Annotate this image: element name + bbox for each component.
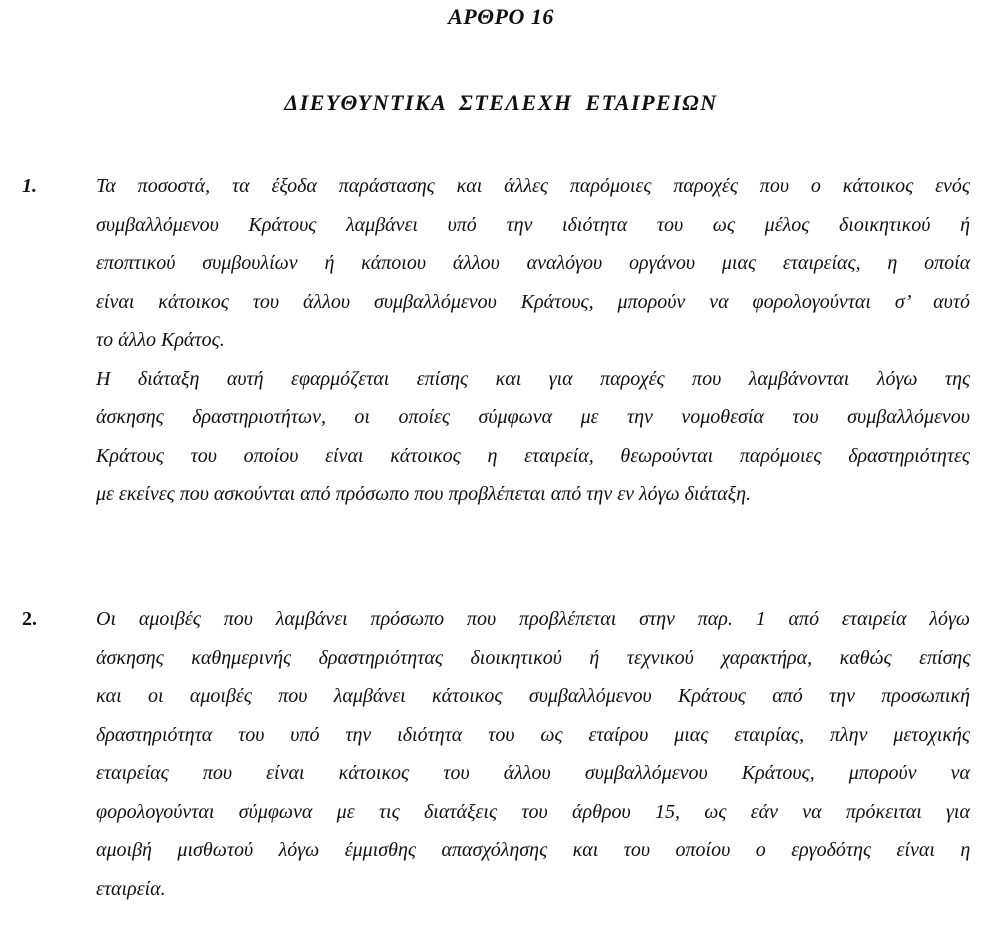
text-line: εταιρείας που είναι κάτοικος του άλλου συμβαλλόμενου Κράτους, μπορούν να [96, 762, 971, 784]
paragraph-body [96, 600, 970, 908]
text-line: άσκησης καθημερινής δραστηριότητας διοικητικού ή τεχνικού χαρακτήρα, καθώς επίσης [96, 646, 971, 669]
text-line: είναι κάτοικος του άλλου συμβαλλόμενου Κράτους, μπορούν να φορολογούνται σ’ αυτό [96, 290, 970, 313]
section-title: ΔΙΕΥΘΥΝΤΙΚΑ ΣΤΕΛΕΧΗ ΕΤΑΙΡΕΙΩΝ [284, 90, 718, 115]
text-line: εταιρεία. [96, 877, 166, 900]
text-line: εποπτικού συμβουλίων ή κάποιου άλλου αναλόγου οργάνου μιας εταιρείας, η οποία [96, 252, 971, 274]
text-line: συμβαλλόμενου Κράτους λαμβάνει υπό την ιδιότητα του ως μέλος διοικητικού ή [96, 213, 970, 236]
article-title: ΑΡΘΡΟ 16 [448, 4, 554, 29]
paragraph-number: 1. [22, 175, 37, 197]
text-line: με εκείνες που ασκούνται από πρόσωπο που προβλέπεται από την εν λόγω διάταξη. [96, 483, 752, 505]
paragraph-body [96, 167, 970, 514]
text-line: και οι αμοιβές που λαμβάνει κάτοικος συμβαλλόμενου Κράτους από την προσωπική [96, 685, 970, 707]
text-line: Η διάταξη αυτή εφαρμόζεται επίσης και για παροχές που λαμβάνονται λόγω της [96, 367, 971, 390]
text-line: φορολογούνται σύμφωνα με τις διατάξεις του άρθρου 15, ως εάν να πρόκειται για [96, 800, 970, 823]
text-line: Οι αμοιβές που λαμβάνει πρόσωπο που προβλέπεται στην παρ. 1 από εταιρεία λόγω [96, 608, 971, 630]
text-line: δραστηριότητα του υπό την ιδιότητα του ως εταίρου μιας εταιρίας, πλην μετοχικής [96, 723, 970, 746]
text-line: άσκησης δραστηριοτήτων, οι οποίες σύμφωνα με την νομοθεσία του συμβαλλόμενου [96, 406, 970, 428]
text-line: Κράτους του οποίου είναι κάτοικος η εταιρεία, θεωρούνται παρόμοιες δραστηριότητες [96, 444, 970, 467]
text-line: αμοιβή μισθωτού λόγω έμμισθης απασχόλησης και του οποίου ο εργοδότης είναι η [96, 839, 971, 861]
text-line: το άλλο Κράτος. [96, 329, 225, 351]
text-line: Τα ποσοστά, τα έξοδα παράστασης και άλλες παρόμοιες παροχές που ο κάτοικος ενός [96, 175, 970, 197]
paragraph-number: 2. [22, 608, 37, 630]
